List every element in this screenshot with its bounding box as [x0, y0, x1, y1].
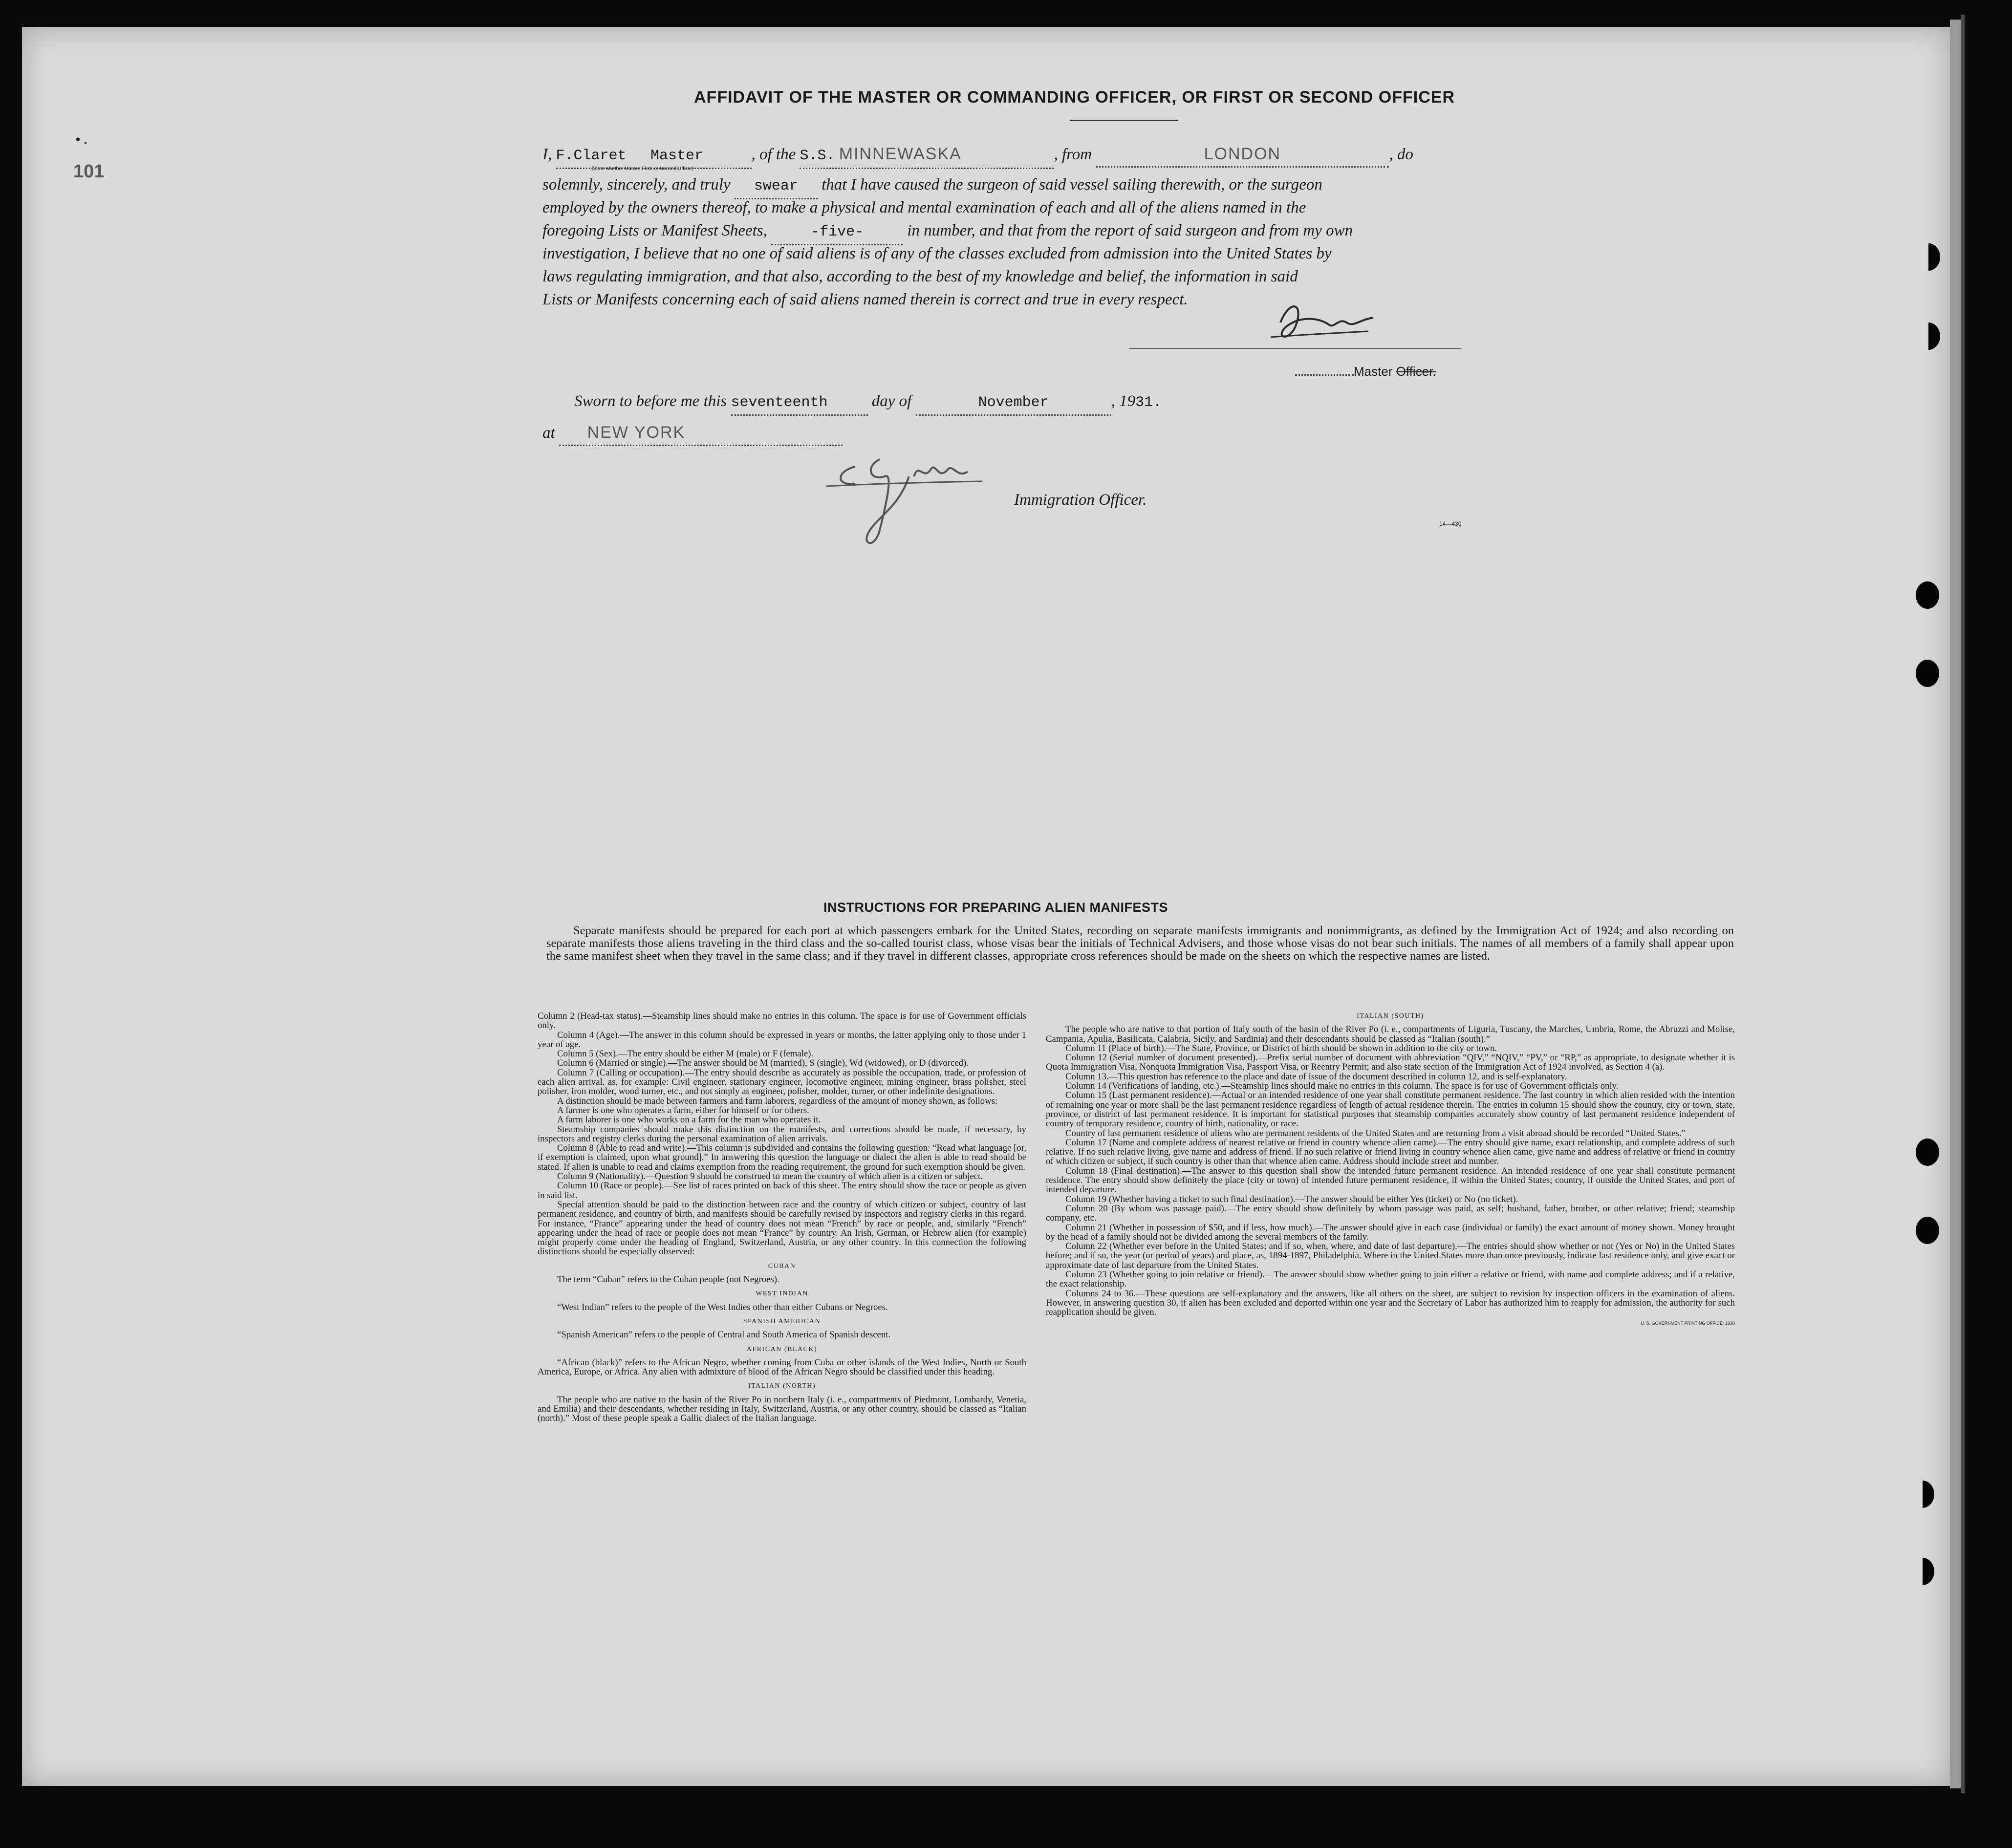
month-field — [916, 390, 1111, 416]
paragraph: Column 14 (Verifications of landing, etc.).—Steamship lines should make no entries in this column. The space is for use of Government officials only. — [1065, 1081, 1619, 1092]
binder-hole — [1911, 1481, 1934, 1508]
oath-field — [735, 173, 818, 199]
master-name-field — [556, 143, 752, 169]
port-field — [1096, 143, 1389, 168]
paragraph: Column 15 (Last permanent residence).—Actual or an intended residence of one year shall constitute permanent residence. The last country in which alien resided with the intention of remaining one year or more shall be the last permanent residence regardless of length of actual residence therein. The entries in column 15 should show the country, city or town, state, province, or district of last permanent residence. It is important for statistical purposes that steamship companies accurately show country of last permanent residence independent of country of temporary residence, country of birth, nationality, or race. — [1046, 1090, 1735, 1129]
paragraph: Columns 24 to 36.—These questions are self-explanatory and the answers, like all others on the sheet, are subject to revision by inspection officers in the examination of aliens. However, in answering question 30, if alien has been excluded and deported within one year and the Secretary of Labor has authorized him to reapply for admission, the authority for such reapplication should be given. — [1046, 1288, 1735, 1318]
binder-hole — [1916, 1139, 1939, 1166]
text: , of the — [751, 146, 796, 163]
signature-line — [1129, 348, 1461, 349]
title-rule — [1070, 120, 1178, 121]
sworn-month: November — [978, 394, 1049, 411]
text: Sworn to before me this — [574, 392, 727, 410]
rank-note: (State whether Master, First, or Second Officer) — [591, 166, 694, 172]
sworn-place: NEW YORK — [587, 423, 686, 442]
text: at — [542, 424, 555, 442]
departure-port: LONDON — [1204, 145, 1281, 163]
immigration-officer-title: Immigration Officer. — [1014, 491, 1147, 509]
paragraph: The people who are native to that portion of Italy south of the basin of the River Po (i. e., compartments of Liguria, Tuscany, the Marches, Umbria, Rome, the Abruzzi and Molise, Campania, Apulia, Basilicata, Calabria, Sicily, and Sardinia) and their descendants should be classed as “Italian (south).” — [1046, 1024, 1735, 1044]
text: solemnly, sincerely, and truly — [542, 176, 731, 193]
affidavit-line-6: laws regulating immigration, and that also, according to the best of my knowledge and belief, the information in said — [542, 268, 1298, 285]
text: in number, and that from the report of said surgeon and from my own — [907, 222, 1353, 239]
section-heading: SPANISH AMERICAN — [743, 1317, 821, 1325]
paragraph: Column 6 (Married or single).—The answer should be M (married), S (single), Wd (widowed), or D (divorced). — [557, 1058, 969, 1069]
paragraph: “Spanish American” refers to the people of Central and South America of Spanish descent. — [557, 1330, 891, 1340]
section-heading: ITALIAN (NORTH) — [748, 1382, 816, 1390]
paragraph: A farm laborer is one who works on a farm for the man who operates it. — [557, 1115, 821, 1125]
section-heading: WEST INDIAN — [756, 1290, 808, 1298]
paragraph: Column 8 (Able to read and write).—This column is subdivided and contains the following question: “Read what language [or, if exemption is claimed, upon what ground].” In answering this question the language or dialect the alien is able to read should be stated. If alien is unable to read and claims exemption from the reading requirement, the ground for such exemption should be given. — [538, 1143, 1026, 1172]
oath-word: swear — [754, 178, 798, 194]
sworn-day: seventeenth — [731, 394, 828, 411]
binder-hole — [1916, 581, 1939, 609]
paragraph: Column 7 (Calling or occupation).—The entry should describe as accurately as possible the occupation, trade, or profession of each alien arrival, as, for example: Civil engineer, stationary engineer, locomotive engineer, mining engineer, brass polisher, steel polisher, iron molder, wood turner, etc., and not simply as engineer, polisher, molder, turner, or other indefinite designations. — [538, 1067, 1026, 1097]
affidavit-line-3: employed by the owners thereof, to make a physical and mental examination of each and all of the aliens named in the — [542, 199, 1306, 216]
paragraph: Column 22 (Whether ever before in the United States; and if so, when, where, and date of last departure).—The entries should show whether or not (Yes or No) in the United States before; and if so, the year (or period of years) and place, as, 1894-1897, Philadelphia. Where in the United States more than once previously, indicate last residence only, and give exact or approximate date of last departure from the United States. — [1046, 1241, 1735, 1270]
page-edge-shadow — [1961, 15, 1965, 1793]
text: , from — [1054, 146, 1092, 163]
signature-title — [1295, 364, 1436, 379]
paragraph: A farmer is one who operates a farm, either for himself or for others. — [557, 1105, 809, 1116]
master-signature — [1261, 288, 1388, 352]
paragraph: “West Indian” refers to the people of the West Indies other than either Cubans or Negroes. — [557, 1302, 888, 1312]
sheets-field — [771, 219, 903, 245]
binder-hole — [1917, 243, 1940, 271]
sheet-count: -five- — [811, 224, 864, 240]
affidavit-line-2 — [542, 173, 1322, 199]
paragraph: The term “Cuban” refers to the Cuban people (not Negroes). — [557, 1274, 779, 1285]
sworn-line — [574, 390, 1162, 416]
paragraph: Column 10 (Race or people).—See list of races printed on back of this sheet. The entry should show the race or people as given in said list. — [538, 1181, 1026, 1201]
paragraph: Column 17 (Name and complete address of nearest relative or friend in country whence alien came).—The entry should give name, exact relationship, and complete address of such relative. If no such relative living, give name and address of friend. If no such relative or friend living in country whence alien came, give name and address of relative or friend in country of which citizen or subject, if such country is other than that whence alien came. Address should include street and number. — [1046, 1137, 1735, 1167]
text: foregoing Lists or Manifest Sheets, — [542, 222, 767, 239]
margin-dot-mark: • . — [76, 132, 87, 147]
affidavit-title: AFFIDAVIT OF THE MASTER OR COMMANDING OFFICER, OR FIRST OR SECOND OFFICER — [694, 88, 1455, 107]
title-officer-struck: Officer. — [1396, 364, 1436, 379]
section-heading: AFRICAN (BLACK) — [746, 1345, 818, 1353]
text: day of — [871, 392, 912, 410]
paragraph: Column 23 (Whether going to join relative or friend).—The answer should show whether going to join either a relative or friend, with name and complete address; and if a relative, the exact relationship. — [1046, 1269, 1735, 1289]
paragraph: Column 18 (Final destination).—The answer to this question shall show the intended future permanent residence. An intended residence of one year shall constitute permanent residence. The entry should show definitely the place (city or town) of intended future permanent residence, if within the United States; country, if outside the United States, and port of intended departure. — [1046, 1165, 1735, 1195]
affidavit-line-5: investigation, I believe that no one of said aliens is of any of the classes excluded from admission into the United States by — [542, 245, 1332, 262]
text: , do — [1389, 146, 1413, 163]
margin-number-mark: 101 — [73, 161, 105, 182]
ship-field — [800, 143, 1054, 169]
text: that I have caused the surgeon of said vessel sailing therewith, or the surgeon — [822, 176, 1322, 193]
paragraph: “African (black)” refers to the African Negro, whether coming from Cuba or other islands of the West Indies, North or South America, Europe, or Africa. Any alien with admixture of blood of the African Negro should be classified under this heading. — [538, 1357, 1026, 1377]
paragraph: A distinction should be made between farmers and farm laborers, regardless of the amount of money shown, as follows: — [557, 1096, 998, 1106]
affidavit-line-4 — [542, 219, 1353, 245]
master-rank: Master — [650, 148, 704, 164]
paragraph: Column 12 (Serial number of document presented).—Prefix serial number of document with abbreviation “QIV,” “NQIV,” “PV,” or “RP,” as appropriate, to designate whether it is Quota Immigration Visa, Nonquota Immigration Visa, Passport Visa, or Reentry Permit; and also state section of the Immigration Act of 1924 involved, as Section 4 (a). — [1046, 1053, 1735, 1073]
officer-signature — [826, 447, 1031, 555]
paragraph: Column 21 (Whether in possession of $50, and if less, how much).—The answer should give in each case (individual or family) the exact amount of money shown. Money brought by the head of a family should not be divided among the several members of the family. — [1046, 1222, 1735, 1242]
paragraph: Special attention should be paid to the distinction between race and the country of which citizen or subject, country of last permanent residence, and country of birth, and manifests should be carefully revised by inspectors and registry clerks in this regard. For instance, “France” appearing under the head of country does not mean “French” by race or people, and, similarly “French” appearing under the head of race or people does not mean “France” by country. An Irish, German, or Hebrew alien (for example) might properly come under the heading of England, Switzerland, Austria, or any other country. In this connection the following distinctions should be especially observed: — [538, 1199, 1026, 1257]
printer-imprint: U. S. GOVERNMENT PRINTING OFFICE: 1930 — [1641, 1320, 1735, 1326]
place-field — [559, 421, 843, 446]
dotted-leader — [1295, 374, 1354, 376]
sworn-year: 31. — [1135, 394, 1162, 411]
paragraph: Column 9 (Nationality).—Question 9 should be construed to mean the country of which alien is a citizen or subject. — [557, 1171, 983, 1182]
ship-name: MINNEWASKA — [839, 145, 962, 163]
section-heading: CUBAN — [768, 1262, 796, 1270]
paragraph: Country of last permanent residence of aliens who are permanent residents of the United States and are returning from a visit abroad should be recorded “United States.” — [1065, 1128, 1686, 1139]
paragraph: Column 20 (By whom was passage paid).—The entry should show definitely by whom passage was paid, as self; husband, father, brother, or other relative; friend; steamship company, etc. — [1046, 1203, 1735, 1224]
page-edge — [1950, 20, 1961, 1788]
text: , 19 — [1111, 392, 1136, 410]
day-field — [731, 390, 868, 416]
paragraph: Column 4 (Age).—The answer in this column should be expressed in years or months, the latter applying only to those under 1 year of age. — [538, 1030, 1026, 1050]
binder-hole — [1911, 1558, 1934, 1585]
affidavit-line-7: Lists or Manifests concerning each of said aliens named therein is correct and true in every respect. — [542, 291, 1188, 308]
instructions-intro: Separate manifests should be prepared for each port at which passengers embark for the United States, recording on separate manifests immigrants and nonimmigrants, as defined by the Immigration Act of 1924; and also recording on separate manifests those aliens traveling in the third class and the so-called tourist class, whose visas bear the initials of Technical Advisers, and those whose visas do not bear such initials. The names of all members of a family shall appear upon the same manifest sheet when they travel in the same class; and if they travel in different classes, appropriate cross references should be made on the sheets on which the respective names are listed. — [546, 924, 1734, 963]
text: I, — [542, 146, 552, 163]
section-heading: ITALIAN (SOUTH) — [1357, 1012, 1424, 1020]
paragraph: Steamship companies should make this distinction on the manifests, and corrections should be made, if necessary, by inspectors and registry clerks during the personal examination of alien arrivals. — [538, 1124, 1026, 1144]
instructions-left-column — [538, 1011, 1026, 1423]
affidavit-line-1 — [542, 143, 1413, 169]
title-master: Master — [1354, 364, 1393, 379]
form-number: 14—430 — [1439, 520, 1462, 527]
binder-hole — [1916, 660, 1939, 687]
instructions-right-column — [1046, 1011, 1735, 1328]
binder-hole — [1917, 322, 1940, 350]
binder-hole — [1916, 1217, 1939, 1244]
paragraph: Column 13.—This question has reference to the place and date of issue of the document described in column 12, and is self-explanatory. — [1065, 1071, 1567, 1082]
ship-prefix: S.S. — [800, 148, 835, 164]
paragraph: Column 2 (Head-tax status).—Steamship lines should make no entries in this column. The space is for use of Government officials only. — [538, 1011, 1026, 1031]
paragraph: The people who are native to the basin of the River Po in northern Italy (i. e., compartments of Piedmont, Lombardy, Venetia, and Emilia) and their descendants, whether residing in Italy, Switzerland, Austria, or any other country, should be classed as “Italian (north).” Most of these people speak a Gallic dialect of the Italian language. — [538, 1394, 1026, 1424]
instructions-title: INSTRUCTIONS FOR PREPARING ALIEN MANIFESTS — [823, 900, 1168, 915]
master-name: F.Claret — [556, 148, 627, 164]
place-line — [542, 421, 843, 446]
paragraph: Column 5 (Sex).—The entry should be either M (male) or F (female). — [557, 1049, 814, 1059]
printer-line — [1046, 1317, 1735, 1328]
paragraph: Column 11 (Place of birth).—The State, Province, or District of birth should be shown in addition to the city or town. — [1065, 1043, 1497, 1053]
paragraph: Column 19 (Whether having a ticket to such final destination).—The answer should be either Yes (ticket) or No (no ticket). — [1065, 1194, 1518, 1204]
